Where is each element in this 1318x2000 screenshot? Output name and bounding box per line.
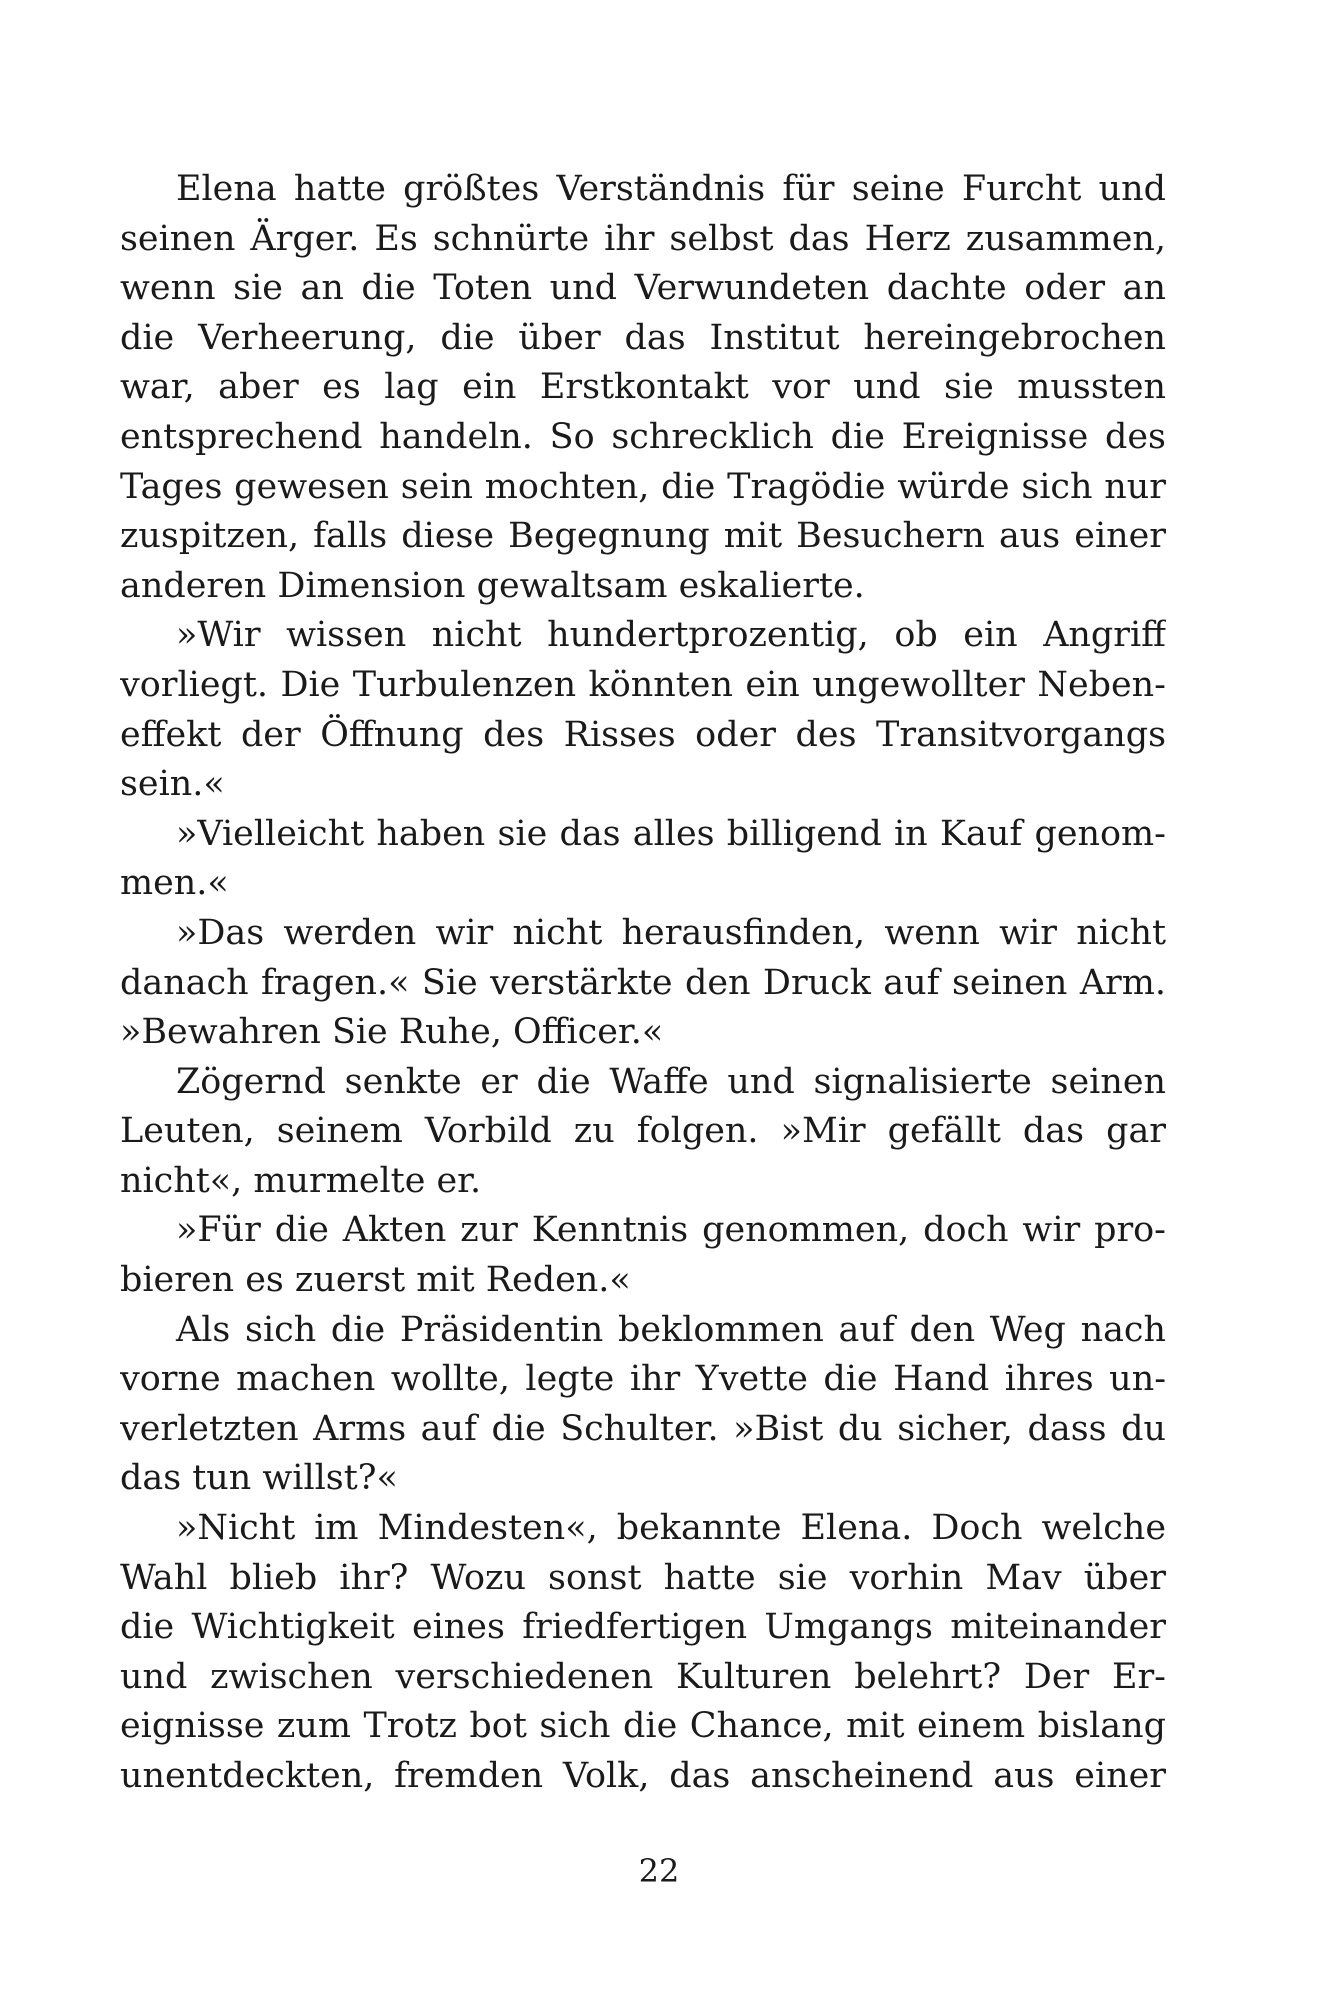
text-line: unentdeckten, fremden Volk, das anscheinend aus einer — [120, 1756, 1166, 1796]
text-line: Tages gewesen sein mochten, die Tragödie würde sich nur — [120, 466, 1166, 507]
text-line: »Für die Akten zur Kenntnis genommen, doch wir pro- — [176, 1210, 1166, 1251]
text-line: sein.« — [120, 764, 225, 805]
text-line: nicht«, murmelte er. — [120, 1160, 482, 1201]
body-text — [120, 165, 1166, 1802]
text-line: Elena hatte größtes Verständnis für seine Furcht und — [176, 169, 1166, 209]
text-line: men.« — [120, 863, 229, 904]
paragraph — [120, 909, 1166, 1058]
text-line: Leuten, seinem Vorbild zu folgen. »Mir gefällt das gar — [120, 1111, 1166, 1152]
text-line: wenn sie an die Toten und Verwundeten dachte oder an — [120, 268, 1166, 309]
paragraph — [120, 1058, 1166, 1207]
text-line: die Wichtigkeit eines friedfertigen Umgangs miteinander — [120, 1607, 1166, 1648]
paragraph — [120, 1206, 1166, 1305]
text-line: zuspitzen, falls diese Begegnung mit Besuchern aus einer — [120, 516, 1166, 557]
paragraph — [120, 810, 1166, 909]
text-line: bieren es zuerst mit Reden.« — [120, 1260, 631, 1301]
paragraph — [120, 1306, 1166, 1504]
page-number: 22 — [638, 1852, 680, 1890]
text-line: Als sich die Präsidentin beklommen auf den Weg nach — [176, 1309, 1166, 1350]
paragraph — [120, 611, 1166, 809]
text-line: eignisse zum Trotz bot sich die Chance, mit einem bislang — [120, 1706, 1166, 1747]
text-line: vorliegt. Die Turbulenzen könnten ein ungewollter Neben- — [120, 664, 1166, 705]
text-line: verletzten Arms auf die Schulter. »Bist du sicher, dass du — [120, 1408, 1166, 1449]
text-line: seinen Ärger. Es schnürte ihr selbst das Herz zusammen, — [120, 218, 1166, 259]
text-line: »Wir wissen nicht hundertprozentig, ob ein Angriff — [176, 615, 1166, 656]
text-line: war, aber es lag ein Erstkontakt vor und sie mussten — [120, 367, 1166, 408]
paragraph — [120, 1504, 1166, 1802]
text-line: »Vielleicht haben sie das alles billigend in Kauf genom- — [176, 813, 1166, 854]
paragraph — [120, 165, 1166, 611]
text-line: danach fragen.« Sie verstärkte den Druck auf seinen Arm. — [120, 962, 1166, 1003]
text-line: entsprechend handeln. So schrecklich die Ereignisse des — [120, 416, 1166, 457]
text-line: Wahl blieb ihr? Wozu sonst hatte sie vorhin Mav über — [120, 1557, 1166, 1598]
text-line: Zögernd senkte er die Waffe und signalisierte seinen — [176, 1061, 1166, 1102]
text-line: vorne machen wollte, legte ihr Yvette die Hand ihres un- — [120, 1359, 1166, 1400]
text-line: anderen Dimension gewaltsam eskalierte. — [120, 565, 865, 606]
text-line: »Bewahren Sie Ruhe, Officer.« — [120, 1012, 664, 1053]
text-line: effekt der Öffnung des Risses oder des Transitvorgangs — [120, 714, 1166, 755]
text-line: und zwischen verschiedenen Kulturen belehrt? Der Er- — [120, 1656, 1166, 1697]
text-line: »Nicht im Mindesten«, bekannte Elena. Doch welche — [176, 1508, 1166, 1549]
text-line: »Das werden wir nicht herausfinden, wenn wir nicht — [176, 912, 1166, 953]
text-line: das tun willst?« — [120, 1458, 398, 1499]
text-line: die Verheerung, die über das Institut hereingebrochen — [120, 317, 1166, 358]
